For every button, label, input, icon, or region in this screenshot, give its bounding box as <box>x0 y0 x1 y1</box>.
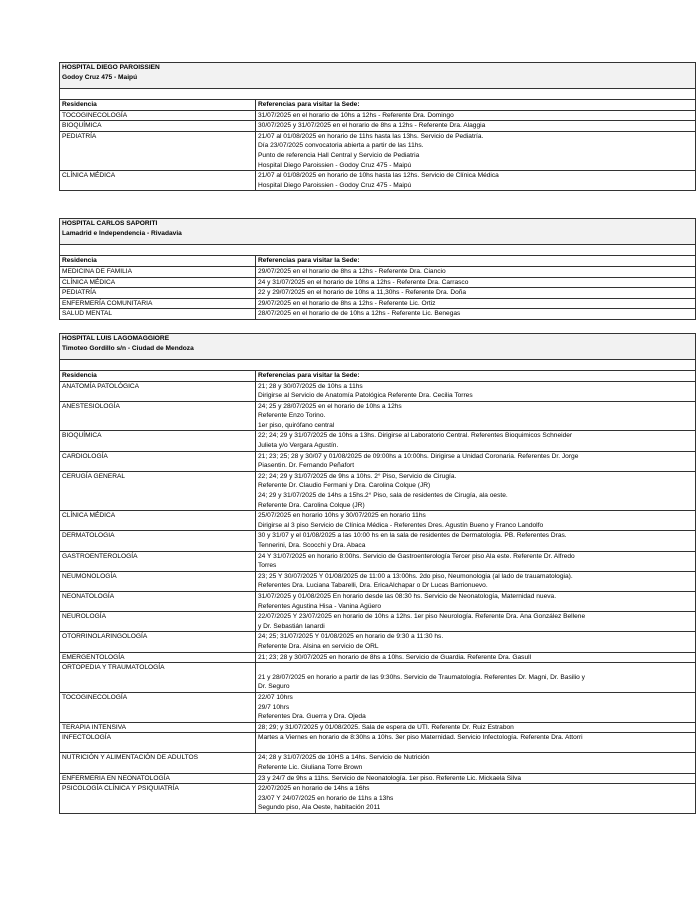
referencia-line: 22 y 29/07/2025 en el horario de 10hs a 11,30hs - Referente Dra. Doña <box>258 289 467 297</box>
referencia-line: 23; 25 Y 30/07/2025 Y 01/08/2025 de 11:00 a 13:00hs. 2do piso, Neumonologia (al lado de trauamatologia). <box>258 572 573 580</box>
referencia-line: Referentes Dra. Guerra y Dra. Ojeda <box>258 713 366 721</box>
referencia-line: 28; 29; y 31/07/2025 y 01/08/2025. Sala de espera de UTI. Referente Dr. Ruiz Estrabon <box>258 723 514 731</box>
referencias-cell <box>256 571 696 591</box>
table-row <box>60 451 696 471</box>
table-row <box>60 551 696 571</box>
referencia-line: 22; 24; 29 y 31/07/2025 de 9hs a 10hs. 2° Piso, Servicio de Cirugía. <box>258 472 457 480</box>
header-gap <box>60 245 696 256</box>
referencia-line: Referente Dra. Alsina en servicio de ORL <box>258 642 379 650</box>
table-row <box>60 652 696 663</box>
referencias-cell <box>256 471 696 510</box>
referencias-cell <box>256 266 696 277</box>
residencia-cell: ANESTESIOLOGÍA <box>60 401 256 431</box>
referencia-line: Referente Dr. Claudio Fermani y Dra. Carolina Colque (JR) <box>258 482 431 490</box>
referencias-cell <box>256 288 696 299</box>
referencia-line: Dirigirse al 3 piso Servicio de Clínica Médica - Referentes Dres. Agustín Bueno y Franco Landolfo <box>258 521 544 529</box>
residencia-cell: BIOQUÍMICA <box>60 431 256 451</box>
hospital-name: HOSPITAL LUIS LAGOMAGGIORE <box>62 334 170 342</box>
residencia-cell: PEDIATRÍA <box>60 288 256 299</box>
referencia-line: 22/07 10hrs <box>258 693 293 701</box>
residencia-cell: CARDIOLOGÍA <box>60 451 256 471</box>
referencias-cell <box>256 171 696 191</box>
referencia-line: 24; 25; 31/07/2025 Y 01/08/2025 en horario de 9:30 a 11:30 hs. <box>258 633 444 641</box>
column-header-residencia: Residencia <box>60 370 256 381</box>
referencias-cell <box>256 131 696 170</box>
residencia-cell: ENFERMERÍA COMUNITARIA <box>60 298 256 309</box>
referencias-cell <box>256 511 696 531</box>
referencias-cell <box>256 612 696 632</box>
residencia-cell: TOCOGINECOLOGÍA <box>60 692 256 722</box>
referencia-line: 21; 23; 28 y 30/07/2025 en horario de 8hs a 10hs. Servicio de Guardia. Referente Dra. Gasull <box>258 653 532 661</box>
referencias-cell <box>256 632 696 652</box>
referencia-line: 21/07 al 01/08/2025 en horario de 10hs hasta las 12hs. Servicio de Clínica Médica <box>258 172 499 180</box>
residencia-cell: ANATOMÍA PATOLÓGICA <box>60 381 256 401</box>
residencia-cell: CERUGÍA GENERAL <box>60 471 256 510</box>
table-row <box>60 733 696 753</box>
referencias-cell <box>256 591 696 611</box>
referencia-line: 21 y 28/07/2025 en horario a partir de las 9:30hs. Servicio de Traumatología. Referentes Dr. Magni, Dr. Basilio y <box>258 673 585 681</box>
referencias-cell <box>256 784 696 814</box>
table-row <box>60 612 696 632</box>
referencia-line: Segundo piso, Ala Oeste, habitación 2011 <box>258 804 381 812</box>
table-row <box>60 309 696 320</box>
referencias-cell <box>256 401 696 431</box>
referencia-line: 21; 28 y 30/07/2025 de 10hs a 11hs <box>258 382 363 390</box>
referencia-line <box>258 743 693 753</box>
table-row <box>60 692 696 722</box>
hospital-address: Godoy Cruz 475 - Maipú <box>62 73 138 81</box>
referencia-line: 24; 25 y 28/07/2025 en el horario de 10hs a 12hs <box>258 402 402 410</box>
referencia-line: Referente Dra. Carolina Colque (JR) <box>258 501 365 509</box>
referencia-line: 29/07/2025 en el horario de 8hs a 12hs - Referente Lic. Ortiz <box>258 299 436 307</box>
table-row <box>60 431 696 451</box>
referencia-line: 22; 24; 29 y 31/07/2025 de 10hs a 13hs. Dirigirse al Laboratorio Central. Referentes Bioquimicos Schneider <box>258 432 573 440</box>
hospital-table <box>59 218 696 320</box>
referencia-line: 30/07/2025 y 31/07/2025 en el horario de 8hs a 12hs - Referente Dra. Alaggia <box>258 122 486 130</box>
referencias-cell <box>256 722 696 733</box>
referencia-line: 23/07 Y 24/07/2025 en horario de 11hs a 13hs <box>258 794 394 802</box>
residencia-cell: MEDICINA DE FAMILIA <box>60 266 256 277</box>
referencias-cell <box>256 733 696 753</box>
referencias-cell <box>256 431 696 451</box>
hospital-header <box>60 219 696 245</box>
table-row <box>60 722 696 733</box>
hospital-header <box>60 333 696 359</box>
hospital-name: HOSPITAL DIEGO PAROISSIEN <box>62 64 160 71</box>
residencia-cell: NEONATOLOGÍA <box>60 591 256 611</box>
residencia-cell: CLÍNICA MÉDICA <box>60 511 256 531</box>
referencia-line: Dirigirse al Servicio de Anatomía Patológica Referente Dra. Cecilia Torres <box>258 392 473 400</box>
table-row <box>60 531 696 551</box>
referencia-line: Tennerini, Dra. Scocchi y Dra. Abaca <box>258 542 366 549</box>
residencia-cell: NUTRICIÓN Y ALIMENTACIÓN DE ADULTOS <box>60 753 256 773</box>
referencias-cell <box>256 121 696 132</box>
column-header-referencias: Referencias para visitar la Sede: <box>256 256 696 267</box>
residencia-cell: TERAPIA INTENSIVA <box>60 722 256 733</box>
header-gap <box>60 359 696 370</box>
residencia-cell: SALUD MENTAL <box>60 309 256 320</box>
referencia-line: 23 y 24/7 de 9hs a 11hs. Servicio de Neonatología. 1er piso. Referente Lic. Mickaela Silva <box>258 774 522 782</box>
referencia-line: Referentes Agustina Hisa - Vanina Agüero <box>258 602 382 610</box>
table-row <box>60 784 696 814</box>
referencia-line: Torres <box>258 562 277 570</box>
residencia-cell: PSICOLOGÍA CLÍNICA Y PSIQUIATRÍA <box>60 784 256 814</box>
referencia-line: y Dr. Sebastián Ianardi <box>258 622 325 630</box>
referencia-line <box>258 663 693 673</box>
residencia-cell: CLÍNICA MÉDICA <box>60 277 256 288</box>
table-row <box>60 171 696 191</box>
referencia-line: 24 Y 31/07/2025 en horario 8:00hs. Servicio de Gastroenterología Tercer piso Ala este. Referente Dr. Alfredo <box>258 552 575 560</box>
referencias-cell <box>256 663 696 693</box>
table-row <box>60 632 696 652</box>
referencia-line: Hospital Diego Paroissien - Godoy Cruz 475 - Maipú <box>258 161 412 169</box>
referencia-line: 21; 23; 25; 28 y 30/07 y 01/08/2025 de 09:00hs a 10:00hs. Dirigirse a Unidad Coronaria. Referentes Dr. Jorge <box>258 452 579 460</box>
referencias-cell <box>256 277 696 288</box>
residencia-cell: INFECTOLOGÍA <box>60 733 256 753</box>
referencias-cell <box>256 753 696 773</box>
hospital-header <box>60 63 696 89</box>
referencias-cell <box>256 110 696 121</box>
referencia-line: 25/07/2025 en horario 10hs y 30/07/2025 en horario 11hs <box>258 512 426 520</box>
residencia-cell: TOCOGINECOLOGÍA <box>60 110 256 121</box>
referencia-line: Referentes Dra. Luciana Tabarelli, Dra. EricaAlchapar o Dr Lucas Barrionuevo. <box>258 582 488 590</box>
referencia-line: 21/07 al 01/08/2025 en horario de 11hs hasta las 13hs. Servicio de Pediatría. <box>258 132 484 140</box>
table-row <box>60 381 696 401</box>
table-row <box>60 288 696 299</box>
referencia-line: Julieta y/o Vergara Agustín. <box>258 442 339 450</box>
referencias-cell <box>256 531 696 551</box>
referencia-line: Dr. Seguro <box>258 683 290 691</box>
residencia-cell: NEUMONOLOGÍA <box>60 571 256 591</box>
table-row <box>60 266 696 277</box>
referencia-line: Punto de referencia Hall Central y Servicio de Pediatria <box>258 151 420 159</box>
referencia-line: Hospital Diego Paroissien - Godoy Cruz 475 - Maipú <box>258 181 412 189</box>
referencia-line: Piasentin. Dr. Fernando Peñafort <box>258 462 355 470</box>
residencia-cell: CLÍNICA MÉDICA <box>60 171 256 191</box>
referencia-line: Día 23/07/2025 convocatoria abierta a partir de las 11hs. <box>258 142 424 150</box>
referencias-cell <box>256 381 696 401</box>
column-header-residencia: Residencia <box>60 256 256 267</box>
column-header-residencia: Residencia <box>60 100 256 111</box>
residencia-cell: OTORRINOLARINGOLOGÍA <box>60 632 256 652</box>
residencia-cell: ORTOPEDIA Y TRAUMATOLOGÍA <box>60 663 256 693</box>
table-row <box>60 591 696 611</box>
table-row <box>60 110 696 121</box>
table-row <box>60 121 696 132</box>
column-header-referencias: Referencias para visitar la Sede: <box>256 370 696 381</box>
table-row <box>60 298 696 309</box>
table-row <box>60 773 696 784</box>
table-row <box>60 131 696 170</box>
referencia-line: 22/07/2025 Y 23/07/2025 en horario de 10hs a 12hs. 1er piso Neurología. Referente Dra. Ana González Bellene <box>258 613 586 621</box>
residencia-cell: NEUROLOGÍA <box>60 612 256 632</box>
referencia-line: 24 y 31/07/2025 en el horario de 10hs a 12hs - Referente Dra. Carrasco <box>258 278 469 286</box>
referencia-line: 24; 29 y 31/07/2025 de 14hs a 15hs.2° Piso, sala de residentes de Cirugía, ala oeste. <box>258 492 508 500</box>
table-row <box>60 753 696 773</box>
section-spacer <box>59 191 695 218</box>
hospital-address: Lamadrid e Independencia - Rivadavia <box>62 229 182 237</box>
residencia-cell: GASTROENTEROLOGÍA <box>60 551 256 571</box>
referencias-cell <box>256 451 696 471</box>
referencias-cell <box>256 773 696 784</box>
referencia-line: 22/07/2025 en horario de 14hs a 16hs <box>258 785 370 793</box>
hospital-address: Timoteo Gordillo s/n - Ciudad de Mendoza <box>62 344 194 352</box>
referencias-cell <box>256 298 696 309</box>
referencias-cell <box>256 692 696 722</box>
referencia-line: 31/07/2025 en el horario de 10hs a 12hs - Referente Dra. Domingo <box>258 111 454 119</box>
referencia-line: Martes a Viernes en horario de 8:30hs a 10hs. 3er piso Maternidad. Servicio Infectología. Referente Dra. Attorri <box>258 734 583 742</box>
hospital-table <box>59 62 696 191</box>
table-row <box>60 277 696 288</box>
document-page <box>59 62 695 814</box>
referencias-cell <box>256 551 696 571</box>
header-gap <box>60 89 696 100</box>
referencia-line: 30 y 31/07 y el 01/08/2025 a las 10:00 hs en la sala de residentes de Dermatología. PB. Referentes Dras. <box>258 532 567 540</box>
residencia-cell: PEDIATRÍA <box>60 131 256 170</box>
referencia-line: Referente Lic. Giuliana Torre Brown <box>258 764 363 772</box>
table-row <box>60 571 696 591</box>
table-row <box>60 471 696 510</box>
referencias-cell <box>256 652 696 663</box>
residencia-cell: DERMATOLOGIA <box>60 531 256 551</box>
table-row <box>60 511 696 531</box>
referencia-line: 29/07/2025 en el horario de 8hs a 12hs - Referente Dra. Ciancio <box>258 267 446 275</box>
referencia-line: 28/07/2025 en el horario de de 10hs a 12hs - Referente Lic. Benegas <box>258 310 461 318</box>
referencia-line: 31/07/2025 y 01/08/2025 En horario desde las 08:30 hs. Servicio de Neonatología, Maternidad nueva. <box>258 592 557 600</box>
referencia-line: 29/7 10hrs <box>258 703 290 711</box>
referencia-line: 1er piso, quirófano central <box>258 421 335 429</box>
hospital-table <box>59 333 696 814</box>
residencia-cell: ENFERMERIA EN NEONATOLOGÍA <box>60 773 256 784</box>
column-header-referencias: Referencias para visitar la Sede: <box>256 100 696 111</box>
residencia-cell: EMERGENTOLOGÍA <box>60 652 256 663</box>
hospital-name: HOSPITAL CARLOS SAPORITI <box>62 220 158 228</box>
table-row <box>60 401 696 431</box>
table-row <box>60 663 696 693</box>
referencia-line: 24; 28 y 31/07/2025 de 10HS a 14hs. Servicio de Nutrición <box>258 754 430 762</box>
residencia-cell: BIOQUÍMICA <box>60 121 256 132</box>
section-spacer <box>59 320 695 333</box>
referencias-cell <box>256 309 696 320</box>
referencia-line: Referente Enzo Torino. <box>258 412 326 420</box>
